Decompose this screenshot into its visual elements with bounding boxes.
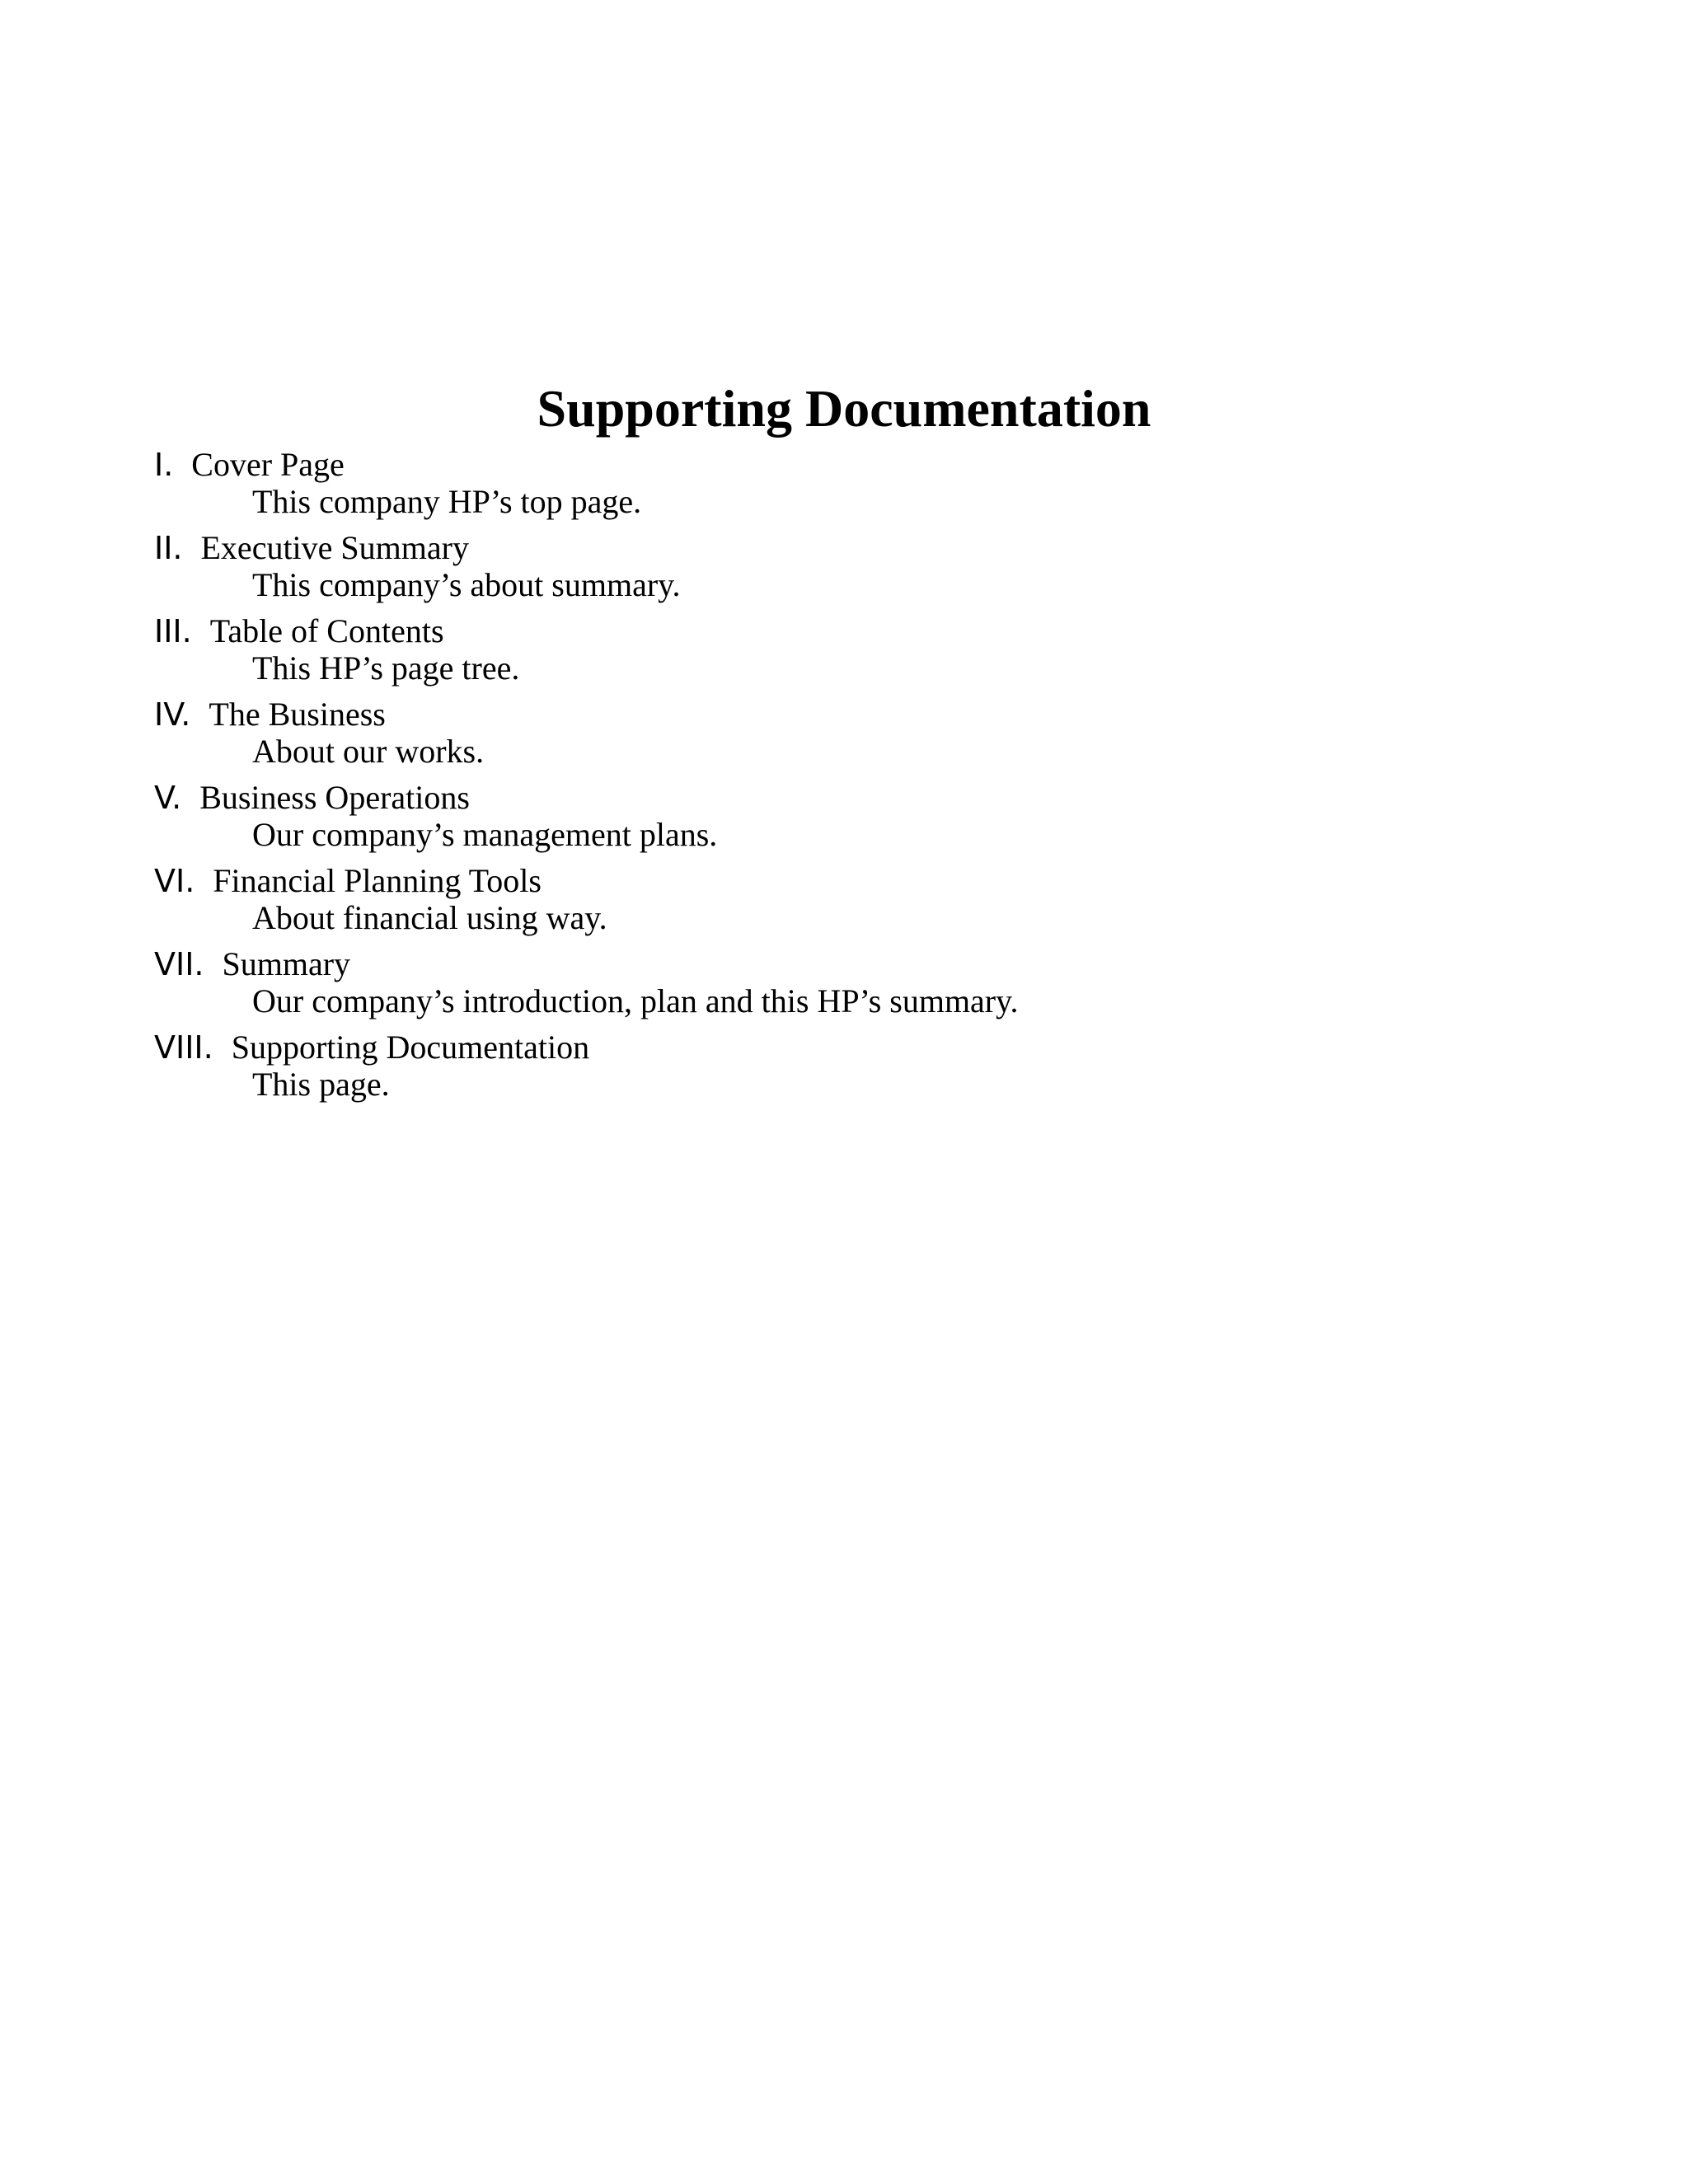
list-item bbox=[0, 442, 1688, 525]
roman-numeral: IV. bbox=[154, 696, 191, 733]
entry-heading: Executive Summary bbox=[200, 529, 469, 566]
entry-description: This company HP’s top page. bbox=[252, 483, 642, 520]
entry-description: Our company’s introduction, plan and this HP’s summary. bbox=[252, 982, 1019, 1019]
list-item bbox=[0, 941, 1688, 1024]
entry-description: This HP’s page tree. bbox=[252, 649, 520, 687]
entry-description: Our company’s management plans. bbox=[252, 816, 718, 853]
roman-numeral: I. bbox=[154, 447, 174, 483]
contents-list bbox=[0, 442, 1688, 1108]
entry-heading: Business Operations bbox=[199, 779, 470, 816]
page-title: Supporting Documentation bbox=[537, 379, 1151, 438]
roman-numeral: V. bbox=[154, 780, 182, 816]
roman-numeral: VIII. bbox=[154, 1029, 213, 1066]
list-item bbox=[0, 608, 1688, 691]
entry-heading: The Business bbox=[209, 696, 386, 733]
roman-numeral: VII. bbox=[154, 946, 204, 982]
roman-numeral: II. bbox=[154, 530, 183, 566]
entry-heading: Financial Planning Tools bbox=[213, 862, 542, 899]
entry-heading: Cover Page bbox=[191, 446, 345, 483]
entry-description: About our works. bbox=[252, 733, 485, 770]
list-item bbox=[0, 525, 1688, 608]
roman-numeral: III. bbox=[154, 613, 192, 649]
entry-heading: Supporting Documentation bbox=[231, 1029, 590, 1066]
entry-description: This company’s about summary. bbox=[252, 566, 681, 603]
list-item bbox=[0, 858, 1688, 941]
list-item bbox=[0, 691, 1688, 775]
entry-heading: Table of Contents bbox=[209, 612, 444, 649]
roman-numeral: VI. bbox=[154, 863, 195, 899]
list-item bbox=[0, 775, 1688, 858]
entry-heading: Summary bbox=[222, 945, 351, 982]
list-item bbox=[0, 1024, 1688, 1108]
entry-description: About financial using way. bbox=[252, 899, 607, 936]
entry-description: This page. bbox=[252, 1066, 390, 1103]
